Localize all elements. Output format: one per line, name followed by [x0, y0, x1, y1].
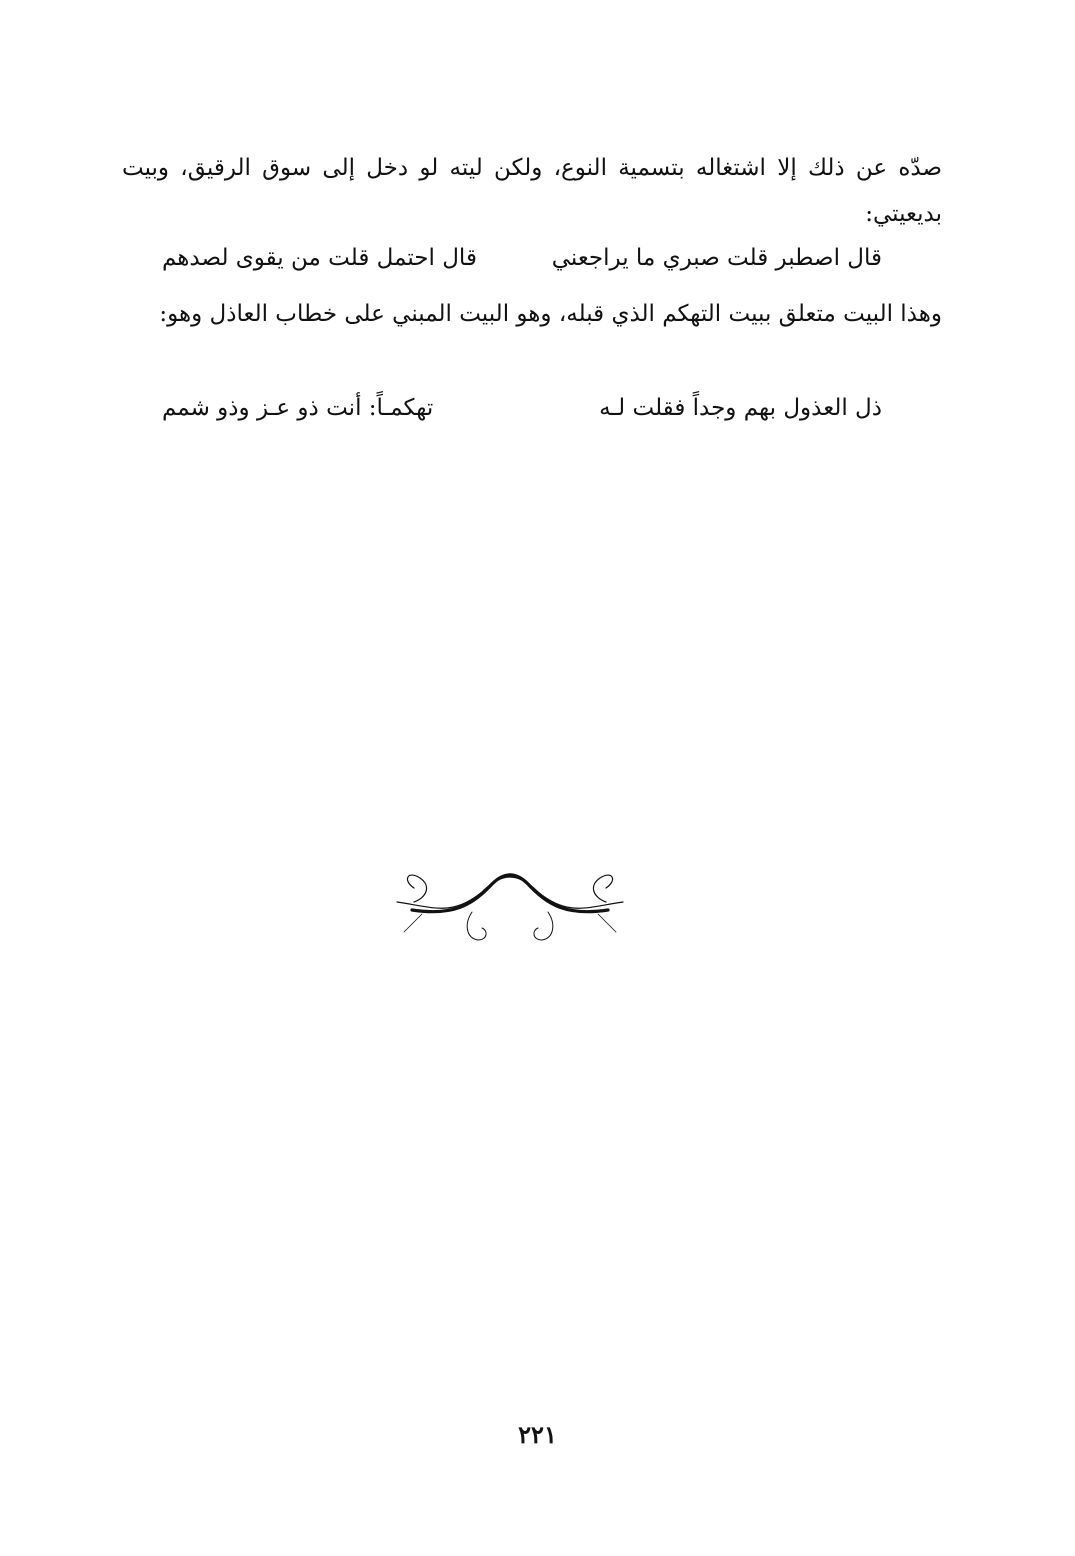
paragraph-1: صدّه عن ذلك إلا اشتغاله بتسمية النوع، ولكن ليته لو دخل إلى سوق الرقيق، وبيت بديعيتي: [122, 155, 942, 227]
page-number: ٢٢١ [518, 1420, 557, 1449]
paragraph-2: وهذا البيت متعلق ببيت التهكم الذي قبله، وهو البيت المبني على خطاب العاذل وهو: [159, 301, 942, 327]
verse-1-first-hemistich: قال اصطبر قلت صبري ما يراجعني [551, 245, 882, 271]
verse-2-second-hemistich: تهكمـاً: أنت ذو عـز وذو شمم [162, 395, 434, 421]
verse-2-first-hemistich: ذل العذول بهم وجداً فقلت لـه [599, 395, 882, 421]
verse-1-second-hemistich: قال احتمل قلت من يقوى لصدهم [162, 245, 477, 271]
decorative-ornament-icon [392, 862, 628, 946]
verse-2 [162, 395, 882, 435]
verse-1 [162, 245, 882, 285]
